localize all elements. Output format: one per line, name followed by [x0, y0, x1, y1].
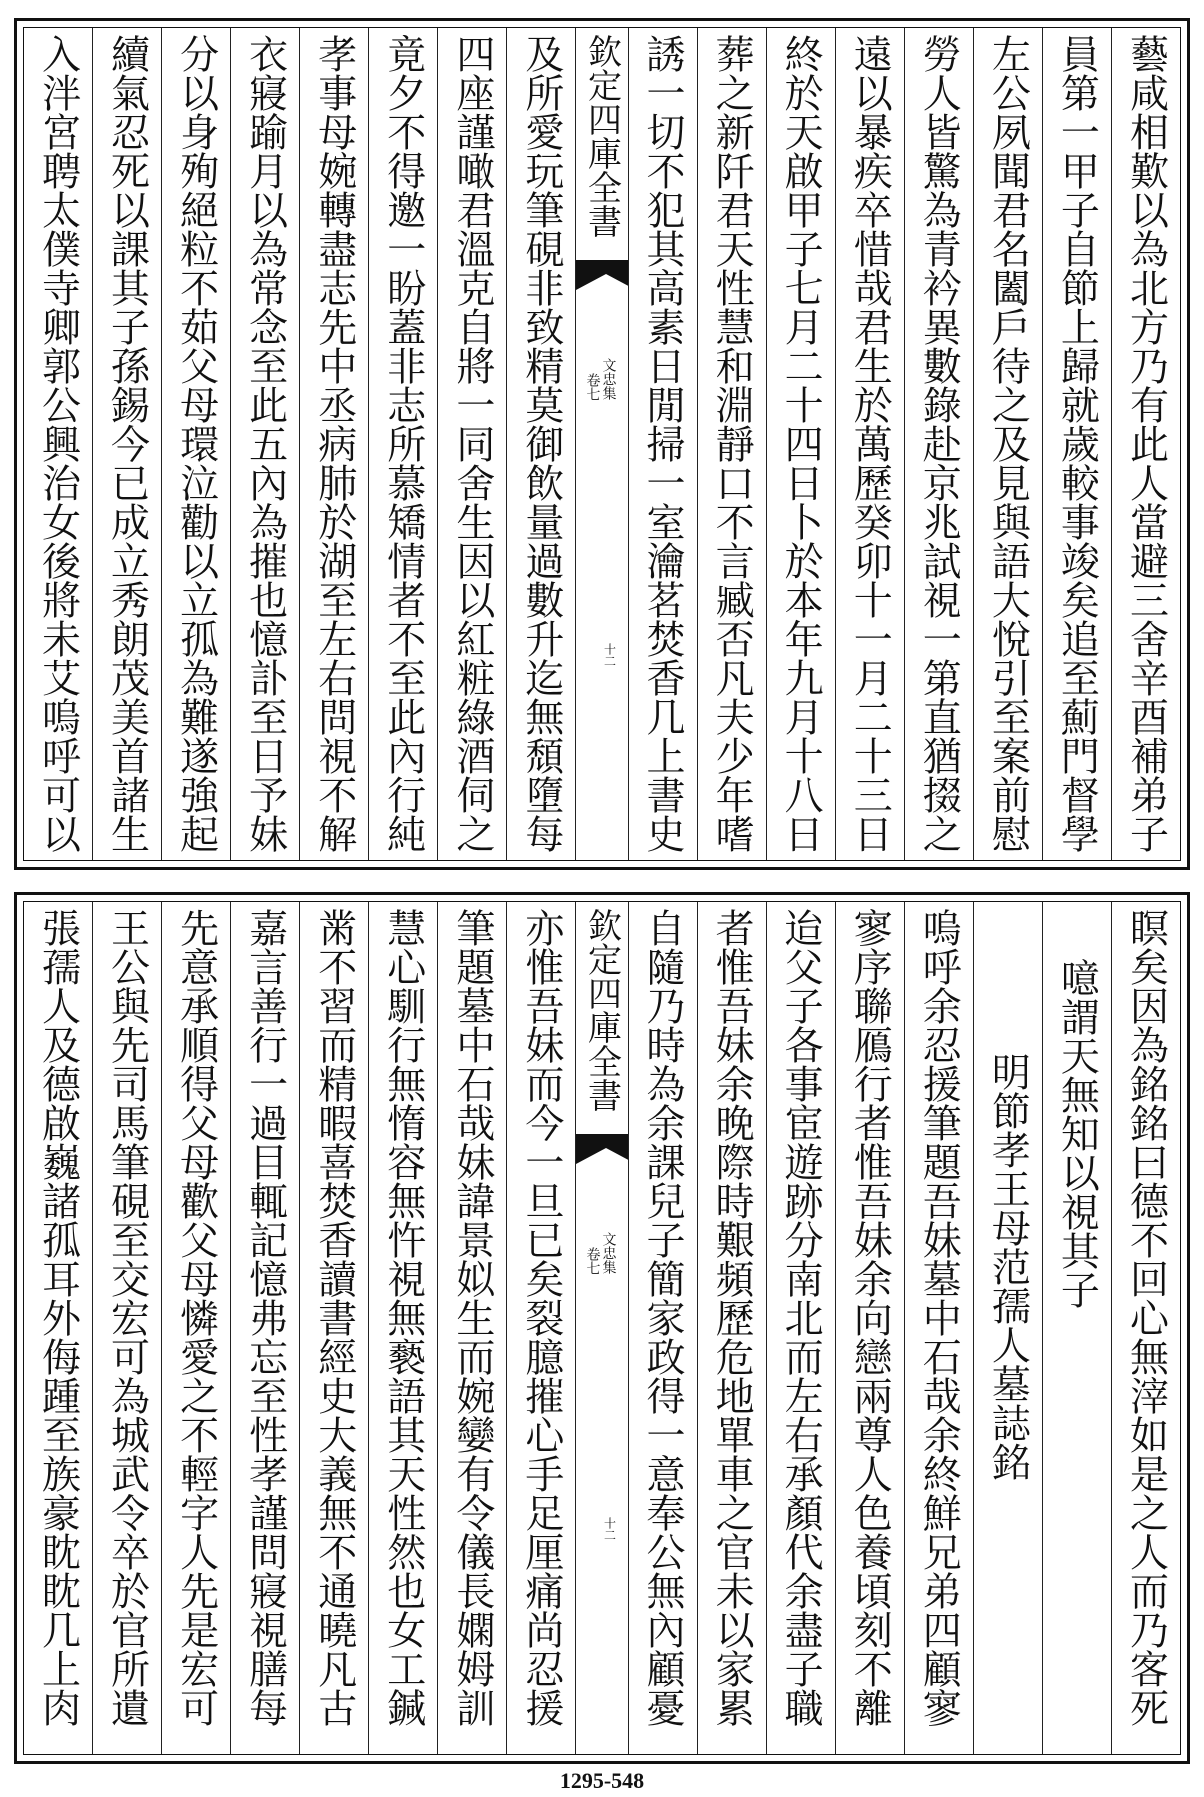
column-text: 黹不習而精暇喜焚香讀書經史大義無不通曉凡古: [311, 908, 357, 1727]
column-text: 藝咸相歎以為北方乃有此人當避三舍辛酉補弟子: [1123, 34, 1169, 853]
column-text: 葬之新阡君天性慧和淵靜口不言臧否凡夫少年嗜: [709, 34, 755, 853]
text-column: [697, 902, 766, 1754]
fishtail-mark-icon: [576, 1134, 627, 1194]
text-column: [766, 902, 835, 1754]
text-column: [92, 28, 161, 860]
text-column: [697, 28, 766, 860]
column-text: 亦惟吾妹而今一旦已矣裂臆摧心手足厘痛尚忍援: [518, 908, 564, 1727]
center-book-title: 欽定四庫全書: [581, 34, 622, 238]
text-column: [904, 902, 973, 1754]
text-column: [628, 28, 697, 860]
text-column: [506, 28, 575, 860]
column-text: 張孺人及德啟巍諸孤耳外侮踵至族豪眈眈几上肉: [35, 908, 81, 1727]
column-text: 四座謹噉君溫克自將一同舍生因以紅粧綠酒伺之: [449, 34, 495, 853]
column-text: 自隨乃時為余課兒子簡家政得一意奉公無內顧憂: [640, 908, 686, 1727]
page-footer-number: 1295-548: [559, 1768, 645, 1793]
column-text: 寥序聯鴈行者惟吾妹余向戀兩尊人色養頃刻不離: [847, 908, 893, 1727]
column-text: 迨父子各事宦遊跡分南北而左右承顏代余盡子職: [778, 908, 824, 1727]
text-column: [230, 28, 299, 860]
text-column: [766, 28, 835, 860]
column-text: 竟夕不得邀一盼蓋非志所慕矯情者不至此內行純: [380, 34, 426, 853]
center-book-title: 欽定四庫全書: [581, 908, 622, 1112]
column-text: 衣寢踰月以為常念至此五內為摧也憶訃至日予妹: [242, 34, 288, 853]
text-column: [368, 902, 437, 1754]
text-column: [973, 28, 1042, 860]
column-text: 員第一甲子自節上歸就歲較事竣矣追至薊門督學: [1054, 34, 1100, 853]
text-column: [299, 902, 368, 1754]
column-text: 嘉言善行一過目輒記憶弗忘至性孝謹問寢視膳每: [242, 908, 288, 1727]
text-column: [24, 28, 92, 860]
center-page-number: 十二: [602, 643, 617, 667]
center-collection-name: 文忠集: [600, 1232, 617, 1274]
column-text: 及所愛玩筆硯非致精莫御飲量過數升迄無頹墮每: [518, 34, 564, 853]
column-text: 筆題墓中石哉妹諱景姒生而婉孌有令儀長嫻姆訓: [449, 908, 495, 1727]
column-text: 分以身殉絕粒不茹父母環泣勸以立孤為難遂強起: [173, 34, 219, 853]
text-column: [835, 902, 904, 1754]
column-text: 遠以暴疾卒惜哉君生於萬歷癸卯十一月二十三日: [847, 34, 893, 853]
upper-page-frame: [23, 27, 1181, 861]
column-text: 明節孝王母范孺人墓誌銘: [985, 1052, 1031, 1481]
upper-page: [14, 18, 1190, 870]
text-column: [299, 28, 368, 860]
text-column: [1042, 28, 1111, 860]
column-text: 噫謂天無知以視其子: [1054, 958, 1100, 1309]
text-column: [1111, 28, 1180, 860]
text-column: [161, 28, 230, 860]
column-text: 瞑矣因為銘銘曰德不回心無滓如是之人而乃客死: [1123, 908, 1169, 1727]
center-collection-name: 文忠集: [600, 358, 617, 400]
text-column: [1042, 902, 1111, 1754]
column-text: 入泮宮聘太僕寺卿郭公興治女後將未艾嗚呼可以: [35, 34, 81, 853]
column-text: 誘一切不犯其高素日閒掃一室瀹茗焚香几上書史: [640, 34, 686, 853]
text-column: [904, 28, 973, 860]
upper-text-columns: [24, 28, 1180, 860]
lower-text-columns: [24, 902, 1180, 1754]
text-column: [628, 902, 697, 1754]
center-page-number: 十二: [602, 1517, 617, 1541]
text-column: [835, 28, 904, 860]
column-text: 慧心馴行無惰容無忤視無褻語其天性然也女工鍼: [380, 908, 426, 1727]
column-text: 王公與先司馬筆硯至交宏可為城武令卒於官所遺: [104, 908, 150, 1727]
text-column: [1111, 902, 1180, 1754]
column-text: 左公夙聞君名闔戶待之及見與語大悅引至案前慰: [985, 34, 1031, 853]
text-column: [161, 902, 230, 1754]
text-column: [437, 28, 506, 860]
lower-page: [14, 892, 1190, 1764]
column-text: 者惟吾妹余晚際時艱頻歷危地單車之官未以家累: [709, 908, 755, 1727]
center-juan-number: 卷七: [584, 1247, 601, 1275]
text-column: [230, 902, 299, 1754]
text-column: [506, 902, 575, 1754]
text-column: [368, 28, 437, 860]
column-text: 孝事母婉轉盡志先中丞病肺於湖至左右問視不解: [311, 34, 357, 853]
column-text: 終於天啟甲子七月二十四日卜於本年九月十八日: [778, 34, 824, 853]
text-column: [92, 902, 161, 1754]
column-text: 續氣忍死以課其子孫錫今已成立秀朗茂美首諸生: [104, 34, 150, 853]
fishtail-mark-icon: [576, 260, 627, 320]
lower-page-frame: [23, 901, 1181, 1755]
center-fold-column: [575, 28, 627, 860]
text-column: [973, 902, 1042, 1754]
text-column: [437, 902, 506, 1754]
text-column: [24, 902, 92, 1754]
column-text: 先意承順得父母歡父母憐愛之不輕字人先是宏可: [173, 908, 219, 1727]
center-fold-column: [575, 902, 627, 1754]
column-text: 勞人皆驚為青衿異數錄赴京兆試視一第直猶掇之: [916, 34, 962, 853]
column-text: 嗚呼余忍援筆題吾妹墓中石哉余終鮮兄弟四顧寥: [916, 908, 962, 1727]
center-juan-number: 卷七: [584, 373, 601, 401]
